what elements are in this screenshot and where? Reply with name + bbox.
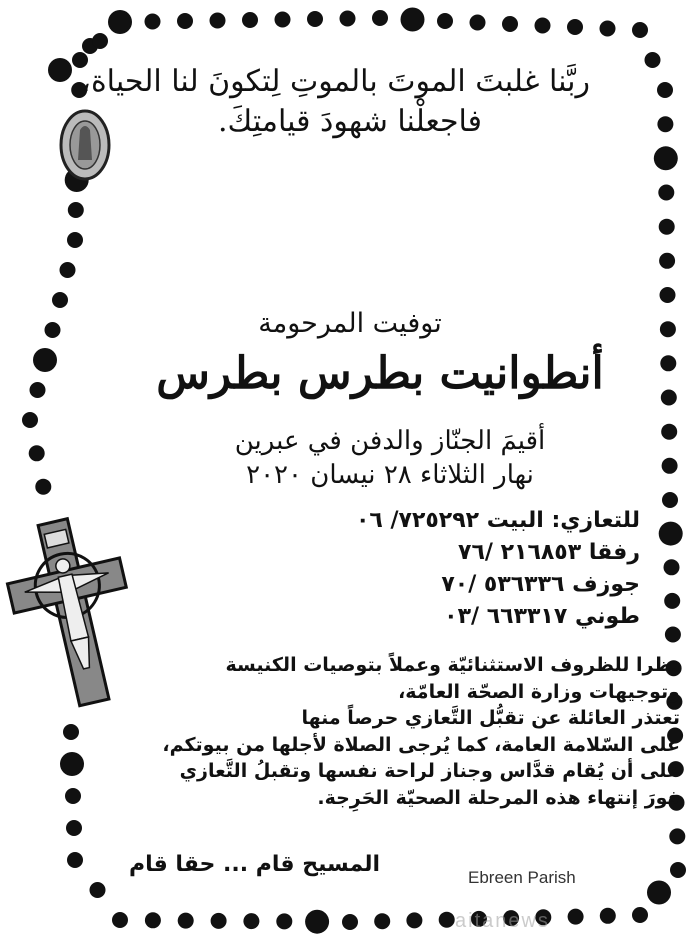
rosary-bead — [661, 390, 677, 406]
rosary-bead — [340, 11, 356, 27]
rosary-bead — [502, 16, 518, 32]
rosary-bead — [305, 910, 329, 934]
rosary-bead — [35, 479, 51, 495]
rosary-bead — [600, 908, 616, 924]
funeral-line: أقيمَ الجنّاز والدفن في عبرين — [234, 426, 546, 456]
rosary-bead — [60, 262, 76, 278]
rosary-bead — [660, 355, 676, 371]
verse-line: فاجعلْنا شهودَ قيامتِكَ. — [218, 104, 482, 139]
rosary-bead — [372, 10, 388, 26]
rosary-bead — [276, 913, 292, 929]
rosary-bead — [664, 593, 680, 609]
rosary-bead — [177, 13, 193, 29]
rosary-bead — [60, 752, 84, 776]
rosary-bead — [470, 15, 486, 31]
rosary-bead — [632, 907, 648, 923]
rosary-bead — [48, 58, 72, 82]
rosary-bead — [406, 912, 422, 928]
rosary-bead — [45, 322, 61, 338]
notice-line: تعتذر العائلة عن تقبُّل التَّعازي حرصاً منها — [301, 707, 680, 729]
rosary-bead — [68, 202, 84, 218]
rosary-bead — [242, 12, 258, 28]
rosary-bead — [275, 12, 291, 28]
condolence-home: للتعازي: البيت ٧٢٥٢٩٢/ ٠٦ — [355, 508, 640, 533]
rosary-bead — [658, 185, 674, 201]
rosary-bead — [657, 82, 673, 98]
funeral-line: نهار الثلاثاء ٢٨ نيسان ٢٠٢٠ — [246, 460, 534, 490]
medal-icon — [61, 111, 109, 179]
notice-line: وتوجيهات وزارة الصحّة العامّة، — [398, 680, 680, 703]
condolence-contact: طوني ٦٦٣٣١٧ /٠٣ — [444, 604, 640, 629]
rosary-bead — [145, 14, 161, 30]
rosary-bead — [67, 232, 83, 248]
rosary-bead — [374, 913, 390, 929]
rosary-bead — [439, 912, 455, 928]
rosary-bead — [669, 828, 685, 844]
rosary-bead — [65, 788, 81, 804]
rosary-bead — [568, 909, 584, 925]
rosary-bead — [647, 881, 671, 905]
rosary-bead — [670, 862, 686, 878]
parish-name: Ebreen Parish — [468, 868, 576, 887]
rosary-bead — [108, 10, 132, 34]
rosary-bead — [342, 914, 358, 930]
rosary-bead — [22, 412, 38, 428]
rosary-bead — [33, 348, 57, 372]
rosary-bead — [654, 146, 678, 170]
rosary-bead — [661, 424, 677, 440]
condolence-contact: رفقا ٢١٦٨٥٣ /٧٦ — [458, 540, 640, 565]
condolence-contacts — [200, 505, 640, 633]
rosary-bead — [66, 820, 82, 836]
rosary-bead — [662, 458, 678, 474]
rosary-bead — [665, 627, 681, 643]
condolence-contact: جوزف ٥٣٦٣٣٦ /٧٠ — [441, 572, 640, 597]
rosary-bead — [662, 492, 678, 508]
rosary-bead — [145, 912, 161, 928]
rosary-bead — [401, 8, 425, 32]
closing-phrase: المسيح قام ... حقا قام — [128, 852, 380, 877]
rosary-bead — [660, 321, 676, 337]
rosary-bead — [657, 116, 673, 132]
notice-line: فورَ إنتهاء هذه المرحلة الصحيّة الحَرِجة. — [317, 786, 680, 809]
rosary-bead — [659, 522, 683, 546]
rosary-bead — [67, 852, 83, 868]
verse-line: ربَّنا غلبتَ الموتَ بالموتِ لِتكونَ لنا الحياة، — [81, 64, 590, 99]
rosary-bead — [211, 913, 227, 929]
announcement-intro: توفيت المرحومة — [258, 308, 442, 339]
funeral-info — [180, 424, 600, 492]
rosary-bead — [567, 19, 583, 35]
notice-line: نظرا للظروف الاستثنائيّة وعملاً بتوصيات الكنيسة — [225, 654, 680, 676]
rosary-bead — [29, 445, 45, 461]
rosary-bead — [307, 11, 323, 27]
deceased-name: أنطوانيت بطرس بطرس — [156, 348, 604, 399]
rosary-bead — [632, 22, 648, 38]
rosary-bead — [664, 559, 680, 575]
rosary-bead — [92, 33, 108, 49]
rosary-bead — [659, 253, 675, 269]
rosary-bead — [90, 882, 106, 898]
crucifix-icon — [0, 509, 150, 715]
notice — [140, 652, 680, 811]
rosary-bead — [112, 912, 128, 928]
notice-line: على أن يُقام قدَّاس وجناز لراحة نفسها وتقبلُ التَّعازي — [179, 760, 680, 782]
rosary-bead — [600, 21, 616, 37]
rosary-bead — [178, 913, 194, 929]
rosary-bead — [645, 52, 661, 68]
verse — [81, 62, 590, 142]
rosary-bead — [243, 913, 259, 929]
rosary-bead — [437, 13, 453, 29]
notice-line: على السّلامة العامة، كما يُرجى الصلاة لأجلها من بيوتكم، — [162, 733, 680, 756]
rosary-bead — [659, 219, 675, 235]
rosary-bead — [63, 724, 79, 740]
rosary-bead — [52, 292, 68, 308]
watermark: aitanews — [455, 910, 550, 932]
rosary-bead — [660, 287, 676, 303]
rosary-bead — [30, 382, 46, 398]
rosary-bead — [535, 18, 551, 34]
rosary-bead — [210, 13, 226, 29]
